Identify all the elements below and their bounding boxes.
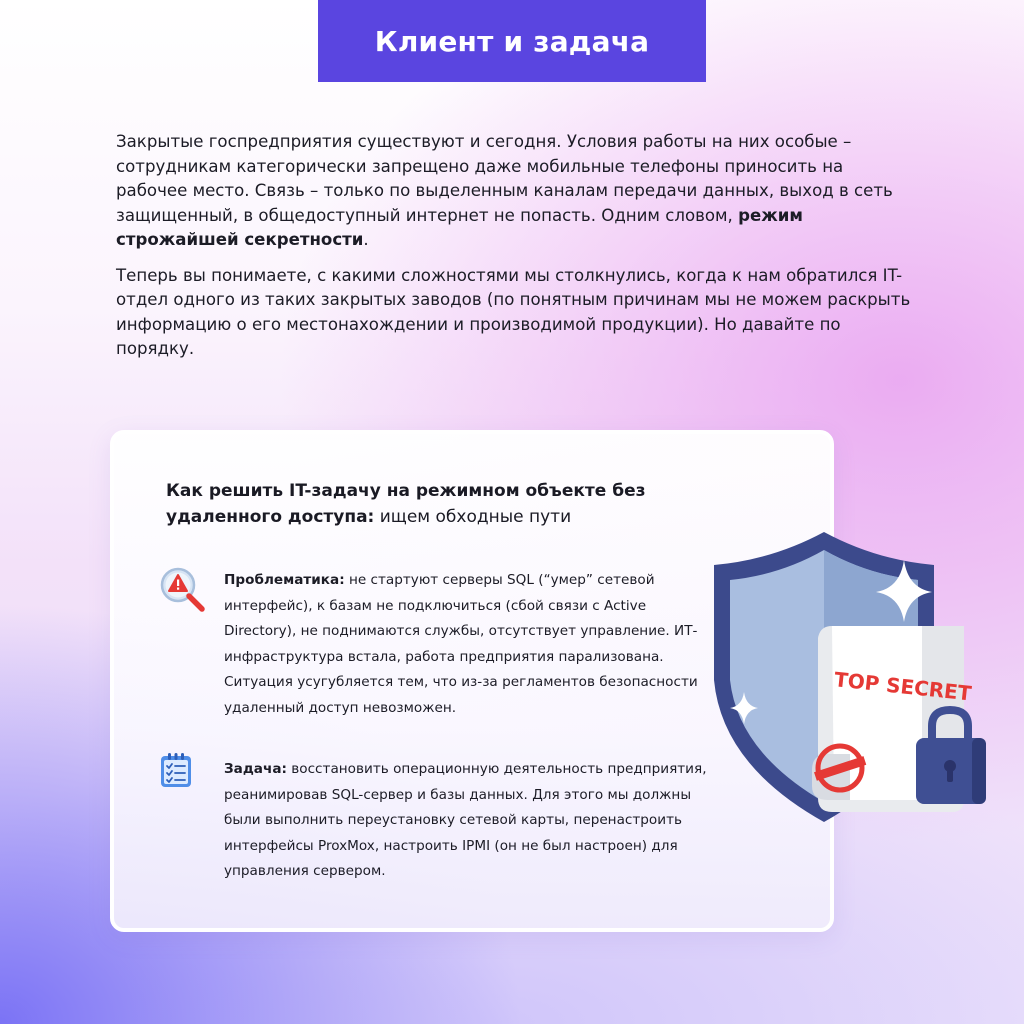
card-heading-rest: ищем обходные пути [374, 507, 572, 527]
intro-paragraph-1 [116, 130, 916, 253]
intro-paragraph-2: Теперь вы понимаете, с какими сложностями мы столкнулись, когда к нам обратился IT-отдел одного из таких закрытых заводов (по понятным причинам мы не можем раскрыть информацию о его местонахождении и производимой продукции). Но давайте по порядку. [116, 265, 911, 358]
problem-label: Проблематика: [224, 572, 345, 588]
problem-text: не стартуют серверы SQL (“умер” сетевой интерфейс), к базам не подключиться (сбой связи с Active Directory), не поднимаются службы, отсутствует управление. ИТ-инфраструктура встала, работа предприятия парализована. Ситуация усугубляется тем, что из-за регламентов безопасности удаленный доступ невозможен. [224, 572, 698, 716]
checklist-icon [160, 752, 192, 788]
search-warning-icon [158, 566, 208, 616]
intro-paragraph-1-text: Закрытые госпредприятия существуют и сегодня. Условия работы на них особые – сотрудникам категорически запрещено даже мобильные телефоны приносить на рабочее место. Связь – только по выделенным каналам передачи данных, выход в сеть защищенный, в общедоступный интернет не попасть. Одним словом, [116, 132, 893, 225]
task-block [224, 757, 714, 885]
security-illustration [700, 530, 1000, 830]
task-text: восстановить операционную деятельность предприятия, реанимировав SQL-сервер и базы данных. Для этого мы должны были выполнить переустановку сетевой карты, перенастроить интерфейсы ProxMox, настроить IPMI (он не был настроен) для управления сервером. [224, 761, 707, 880]
problem-block [224, 568, 714, 722]
task-label: Задача: [224, 761, 287, 777]
card-heading [166, 478, 686, 530]
title-banner [318, 0, 706, 82]
card-heading-bold: Как решить IT-задачу на режимном объекте без удаленного доступа: [166, 481, 646, 527]
top-secret-stamp: TOP SECRET [833, 667, 973, 706]
page-title: Клиент и задача [374, 24, 650, 58]
intro-emphasis: режим строжайшей секретности [116, 205, 803, 249]
intro-paragraph-1-end: . [363, 230, 369, 249]
intro-text [116, 130, 916, 373]
